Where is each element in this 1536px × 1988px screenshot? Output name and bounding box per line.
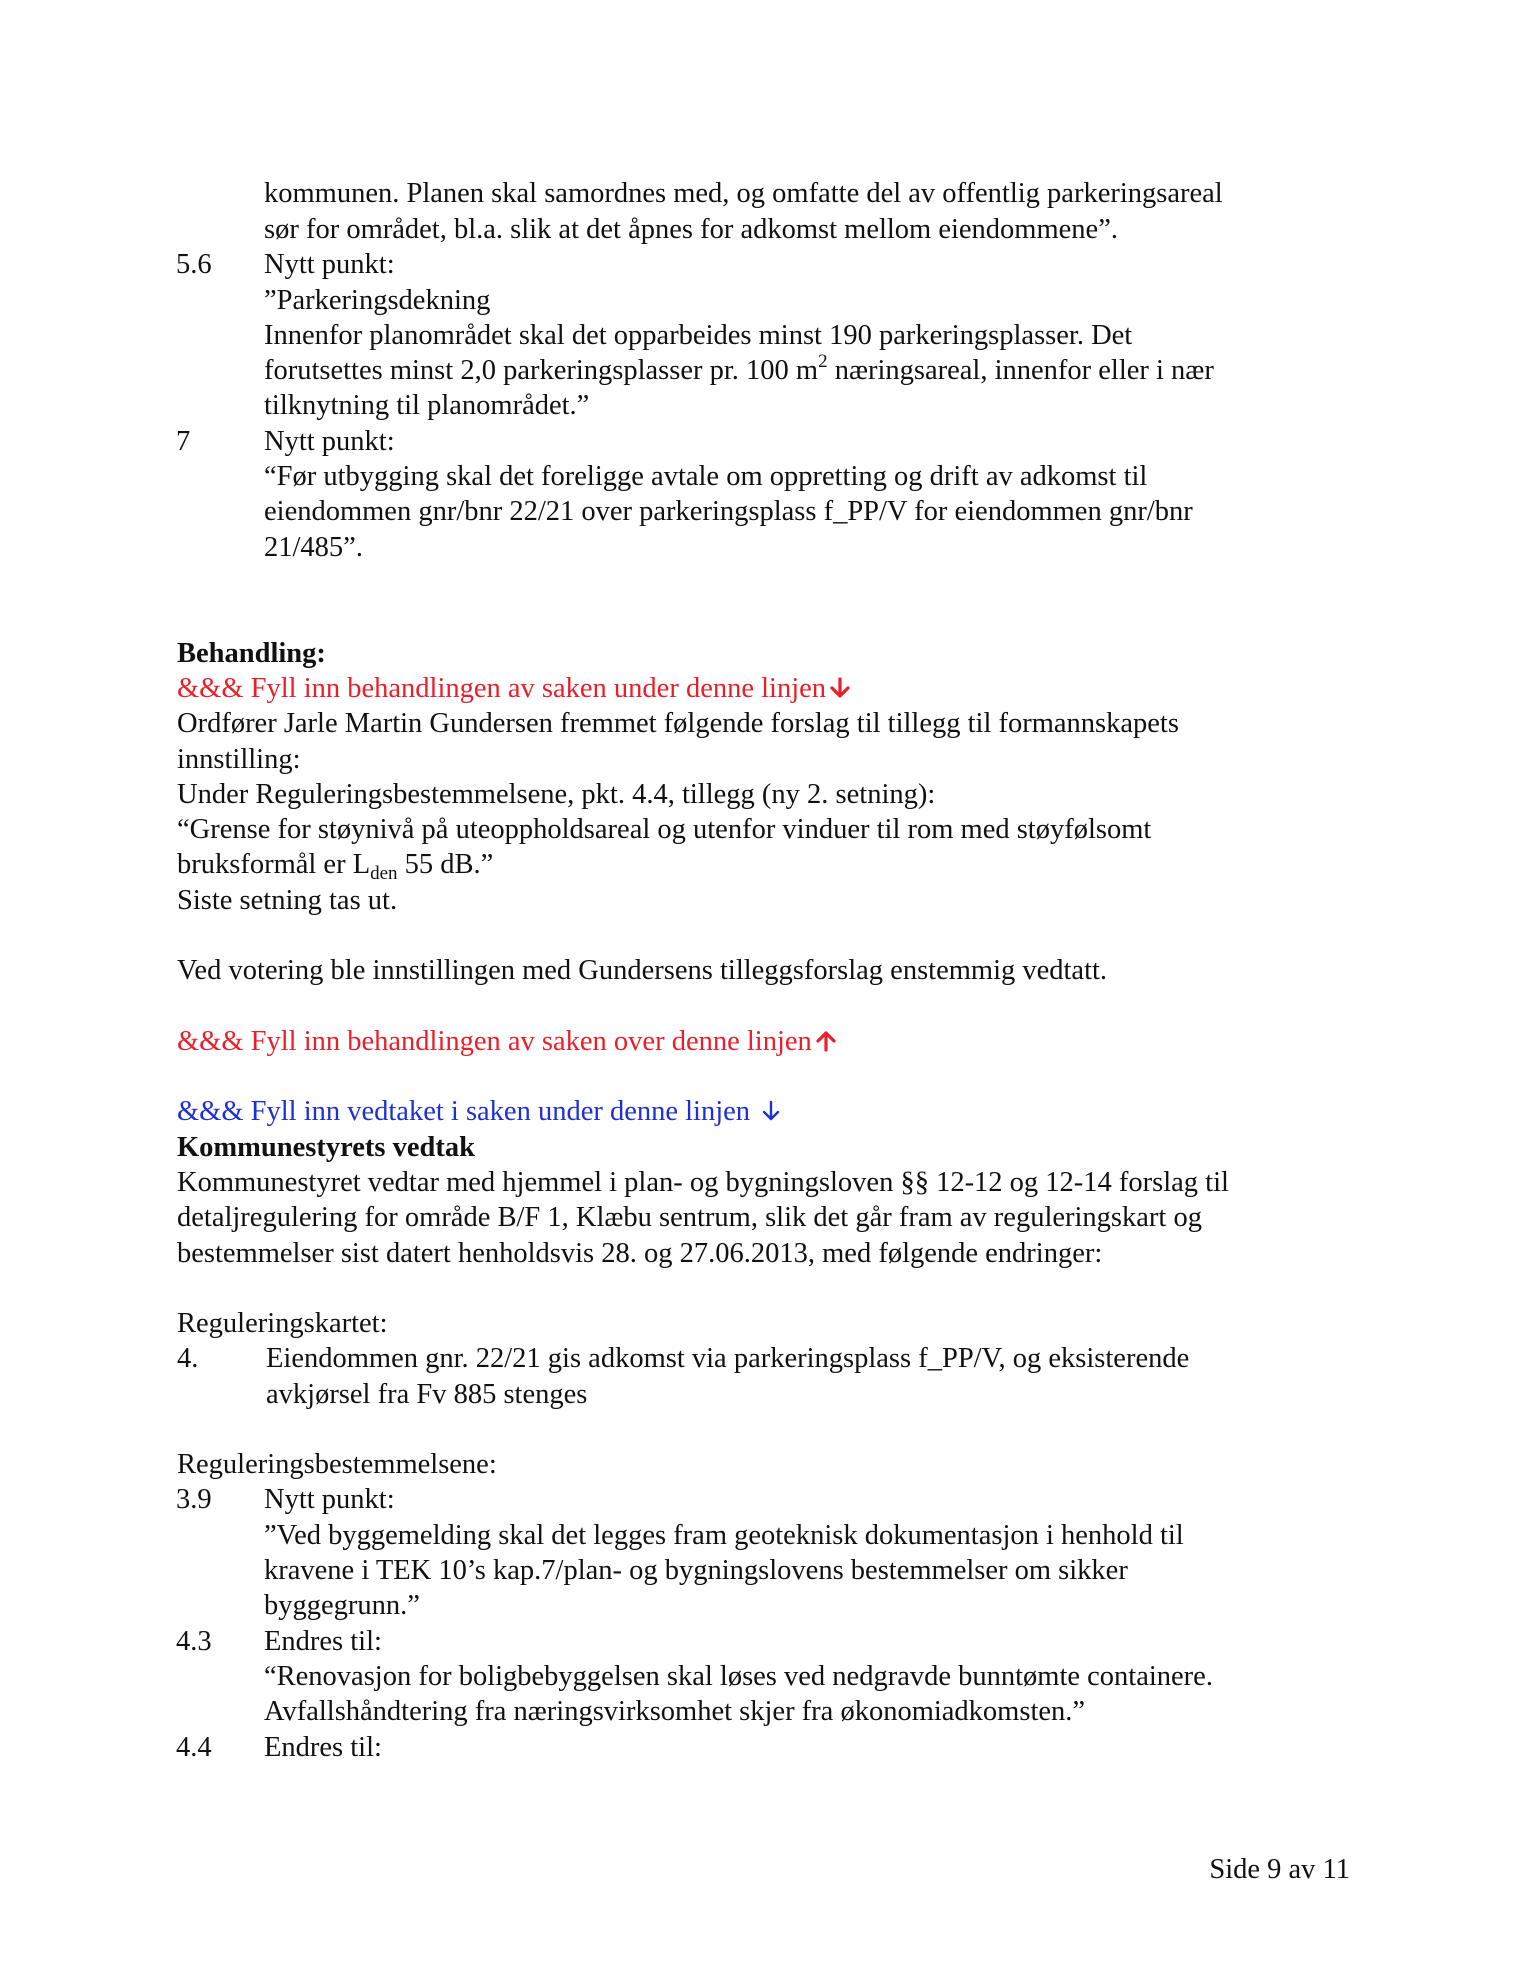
arrow-down-icon bbox=[759, 1099, 783, 1123]
text-line: eiendommen gnr/bnr 22/21 over parkeringsplass f_PP/V for eiendommen gnr/bnr bbox=[264, 496, 1193, 527]
text-line: innstilling: bbox=[177, 744, 301, 775]
text-line: Eiendommen gnr. 22/21 gis adkomst via parkeringsplass f_PP/V, og eksisterende bbox=[266, 1343, 1190, 1374]
text-span: bruksformål er L bbox=[177, 849, 371, 880]
marker-text: &&& Fyll inn behandlingen av saken under denne linjen bbox=[177, 673, 827, 704]
text-span: næringsareal, innenfor eller i nær bbox=[827, 355, 1214, 386]
text-line: Innenfor planområdet skal det opparbeides minst 190 parkeringsplasser. Det bbox=[264, 320, 1133, 351]
section-heading-behandling: Behandling: bbox=[177, 638, 326, 669]
text-line: tilknytning til planområdet.” bbox=[264, 390, 590, 421]
marker-line-over bbox=[177, 1024, 838, 1059]
subsection-heading: Reguleringskartet: bbox=[177, 1308, 388, 1339]
item-number: 4.4 bbox=[176, 1732, 212, 1763]
text-line: “Før utbygging skal det foreligge avtale om oppretting og drift av adkomst til bbox=[264, 461, 1148, 492]
text-line: sør for området, bl.a. slik at det åpnes for adkomst mellom eiendommene”. bbox=[264, 214, 1118, 245]
vote-text: Ved votering ble innstillingen med Gundersens tilleggsforslag enstemmig vedtatt. bbox=[177, 955, 1108, 986]
subsection-heading: Reguleringsbestemmelsene: bbox=[177, 1449, 497, 1480]
text-line: Siste setning tas ut. bbox=[177, 885, 398, 916]
item-number: 5.6 bbox=[176, 249, 212, 280]
section-heading-vedtak: Kommunestyrets vedtak bbox=[177, 1132, 475, 1163]
text-line: kravene i TEK 10’s kap.7/plan- og bygningslovens bestemmelser om sikker bbox=[264, 1555, 1128, 1586]
text-line: avkjørsel fra Fv 885 stenges bbox=[266, 1379, 588, 1410]
item-number: 7 bbox=[176, 426, 191, 457]
text-line: byggegrunn.” bbox=[264, 1590, 420, 1621]
text-line: Kommunestyret vedtar med hjemmel i plan- og bygningsloven §§ 12-12 og 12-14 forslag til bbox=[177, 1167, 1229, 1198]
item-number: 3.9 bbox=[176, 1484, 212, 1515]
text-line bbox=[264, 353, 1214, 388]
item-heading: Endres til: bbox=[264, 1732, 382, 1763]
text-line: Avfallshåndtering fra næringsvirksomhet skjer fra økonomiadkomsten.” bbox=[264, 1696, 1086, 1727]
text-line: Ordfører Jarle Martin Gundersen fremmet følgende forslag til tillegg til formannskapets bbox=[177, 708, 1179, 739]
item-number: 4. bbox=[177, 1343, 199, 1374]
text-line: bestemmelser sist datert henholdsvis 28. og 27.06.2013, med følgende endringer: bbox=[177, 1238, 1103, 1269]
text-line: “Grense for støynivå på uteoppholdsareal og utenfor vinduer til rom med støyfølsomt bbox=[177, 814, 1152, 845]
text-line: “Renovasjon for boligbebyggelsen skal løses ved nedgravde bunntømte containere. bbox=[264, 1661, 1213, 1692]
arrow-up-icon bbox=[814, 1029, 838, 1053]
marker-line-vedtak bbox=[177, 1094, 783, 1129]
text-line: detaljregulering for område B/F 1, Klæbu sentrum, slik det går fram av reguleringskart og bbox=[177, 1202, 1202, 1233]
subscript: den bbox=[370, 863, 398, 884]
item-heading: Nytt punkt: bbox=[264, 1484, 395, 1515]
page-number: Side 9 av 11 bbox=[1209, 1854, 1350, 1885]
marker-line-under bbox=[177, 671, 852, 706]
text-line: ”Parkeringsdekning bbox=[264, 285, 491, 316]
item-heading: Nytt punkt: bbox=[264, 426, 395, 457]
text-line: 21/485”. bbox=[264, 532, 363, 563]
marker-text: &&& Fyll inn vedtaket i saken under denne linjen bbox=[177, 1096, 758, 1127]
text-line: ”Ved byggemelding skal det legges fram geoteknisk dokumentasjon i henhold til bbox=[264, 1520, 1184, 1551]
text-span: 55 dB.” bbox=[397, 849, 494, 880]
item-number: 4.3 bbox=[176, 1626, 212, 1657]
item-heading: Nytt punkt: bbox=[264, 249, 395, 280]
text-line bbox=[177, 847, 493, 882]
text-line: kommunen. Planen skal samordnes med, og omfatte del av offentlig parkeringsareal bbox=[264, 178, 1223, 209]
text-span: forutsettes minst 2,0 parkeringsplasser pr. 100 m bbox=[264, 355, 819, 386]
text-line: Under Reguleringsbestemmelsene, pkt. 4.4, tillegg (ny 2. setning): bbox=[177, 779, 936, 810]
marker-text: &&& Fyll inn behandlingen av saken over denne linjen bbox=[177, 1026, 812, 1057]
superscript: 2 bbox=[818, 351, 828, 372]
item-heading: Endres til: bbox=[264, 1626, 382, 1657]
arrow-down-icon bbox=[828, 676, 852, 700]
